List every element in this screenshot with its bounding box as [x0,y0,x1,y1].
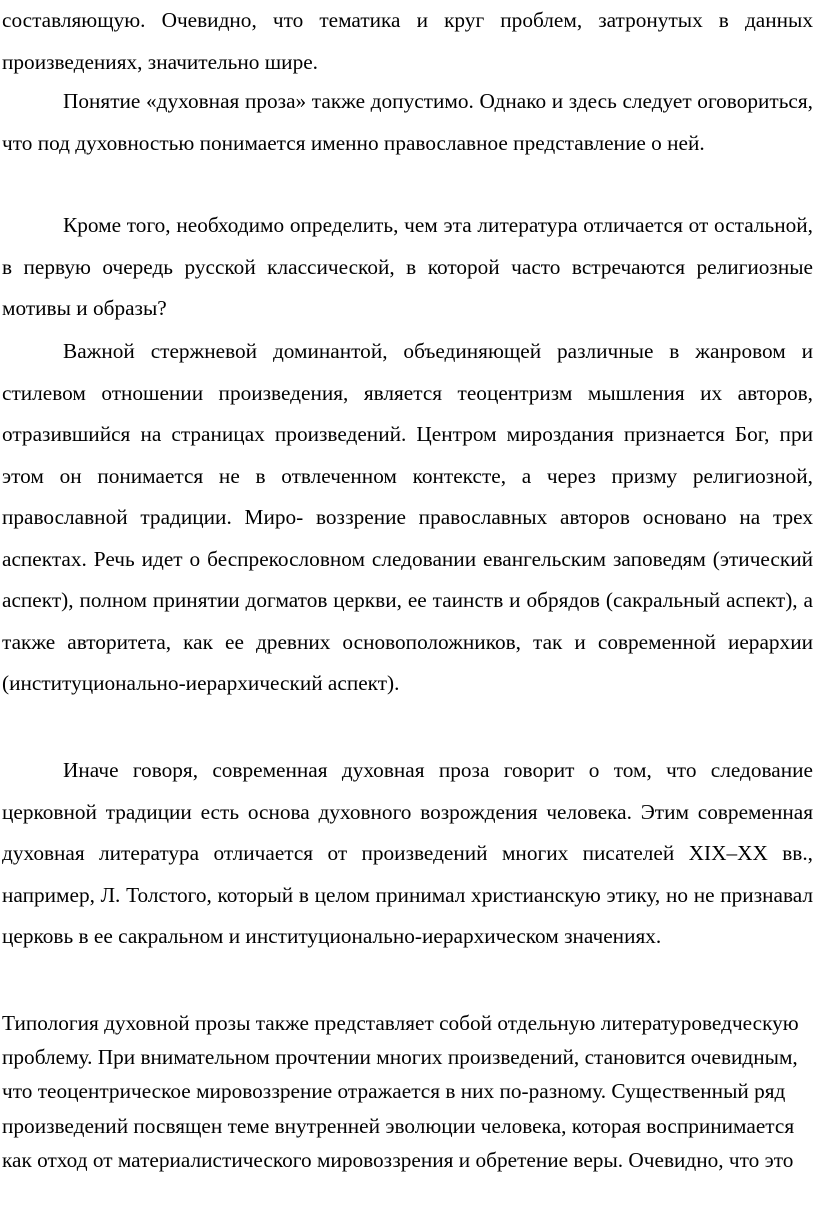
paragraph-continuation: составляющую. Очевидно, что тематика и круг проблем, затронутых в данных произведениях, значительно шире. [2,8,813,74]
paragraph-church-tradition: Иначе говоря, современная духовная проза говорит о том, что следование церковной традиции есть основа духовного возрождения человека. Этим современная духовная литература отличается от произведений многих писателей XIX–XX вв., например, Л. Толстого, который в целом принимал христианскую этику, но не признавал церковь в ее сакральном и институционально-иерархическом значениях. [2,758,813,948]
paragraph-typology: Типология духовной прозы также представляет собой отдельную литературоведческую проблему. При внимательном прочтении многих произведений, становится очевидным, что теоцентрическое мировоззрение отражается в них по-разному. Существенный ряд произведений посвящен теме внутренней эволюции человека, которая воспринимается как отход от материалистического мировоззрения и обретение веры. Очевидно, что это [2,1011,799,1172]
paragraph-theocentrism: Важной стержневой доминантой, объединяющей различные в жанровом и стилевом отношении произведения, является теоцентризм мышления их авторов, отразившийся на страницах произведений. Центром мироздания признается Бог, при этом он понимается не в отвлеченном контексте, а через призму религиозной, православной традиции. Миро- воззрение православных авторов основано на трех аспектах. Речь идет о беспрекословном следовании евангельским заповедям (этический аспект), полном принятии догматов церкви, ее таинств и обрядов (сакральный аспект), а также авторитета, как ее древних основоположников, так и современной иерархии (институционально-иерархический аспект). [2,339,813,695]
paragraph-spiritual-prose-concept: Понятие «духовная проза» также допустимо. Однако и здесь следует оговориться, что под духовностью понимается именно православное представление о ней. [2,89,813,155]
paragraph-distinction-question: Кроме того, необходимо определить, чем эта литература отличается от остальной, в первую очередь русской классической, в которой часто встречаются религиозные мотивы и образы? [2,213,813,320]
